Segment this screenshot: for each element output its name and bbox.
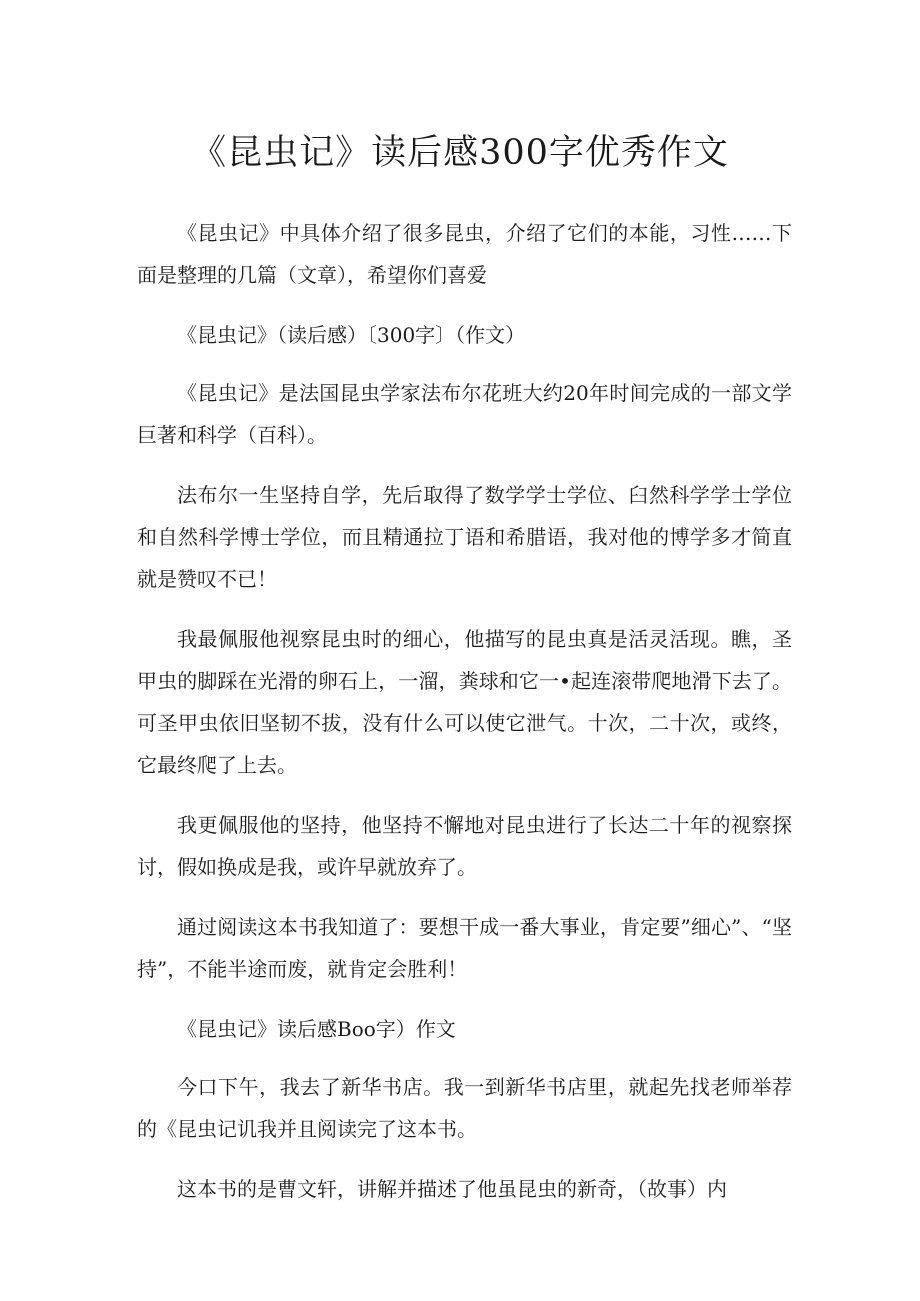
paragraph: 通过阅读这本书我知道了：要想干成一番大事业，肯定要”细心”、“坚持”，不能半途而废，就肯定会胜利！ <box>137 915 792 981</box>
paragraph: 这本书的是曹文轩，讲解并描述了他虽昆虫的新奇，（故事）内 <box>177 1177 727 1201</box>
paragraph: 《昆虫记》是法国昆虫学家法布尔花班大约20年时间完成的一部文学巨著和科学（百科）。 <box>137 381 792 447</box>
paragraph: 我最佩服他视察昆虫时的细心，他描写的昆虫真是活灵活现。瞧，圣甲虫的脚踩在光滑的卵石上，一溜，粪球和它一•起连滚带爬地滑下去了。可圣甲虫依旧坚韧不拔，没有什么可以使它泄气。十次，二十次，或终，它最终爬了上去。 <box>137 627 792 777</box>
paragraph-subheading-2: 《昆虫记》读后感Boo字）作文 <box>177 1017 456 1041</box>
paragraph: 法布尔一生坚持自学，先后取得了数学学士学位、臼然科学学士学位和自然科学博士学位，而且精通拉丁语和希腊语，我对他的博学多才简直就是赞叹不已！ <box>137 483 792 591</box>
document-title: 《昆虫记》读后感300字优秀作文 <box>191 133 729 173</box>
paragraph: 我更佩服他的坚持，他坚持不懈地对昆虫进行了长达二十年的视察探讨，假如换成是我，或许早就放弃了。 <box>137 813 792 879</box>
document-body <box>137 212 792 1228</box>
paragraph-intro: 《昆虫记》中具体介绍了很多昆虫，介绍了它们的本能，习性……下面是整理的几篇（文章），希望你们喜爱 <box>137 221 792 287</box>
paragraph: 今口下午，我去了新华书店。我一到新华书店里，就起先找老师举荐的《昆虫记讥我并且阅读完了这本书。 <box>137 1075 792 1141</box>
paragraph-subheading-1: 《昆虫记》（读后感）〔300字〕（作文） <box>177 323 526 347</box>
